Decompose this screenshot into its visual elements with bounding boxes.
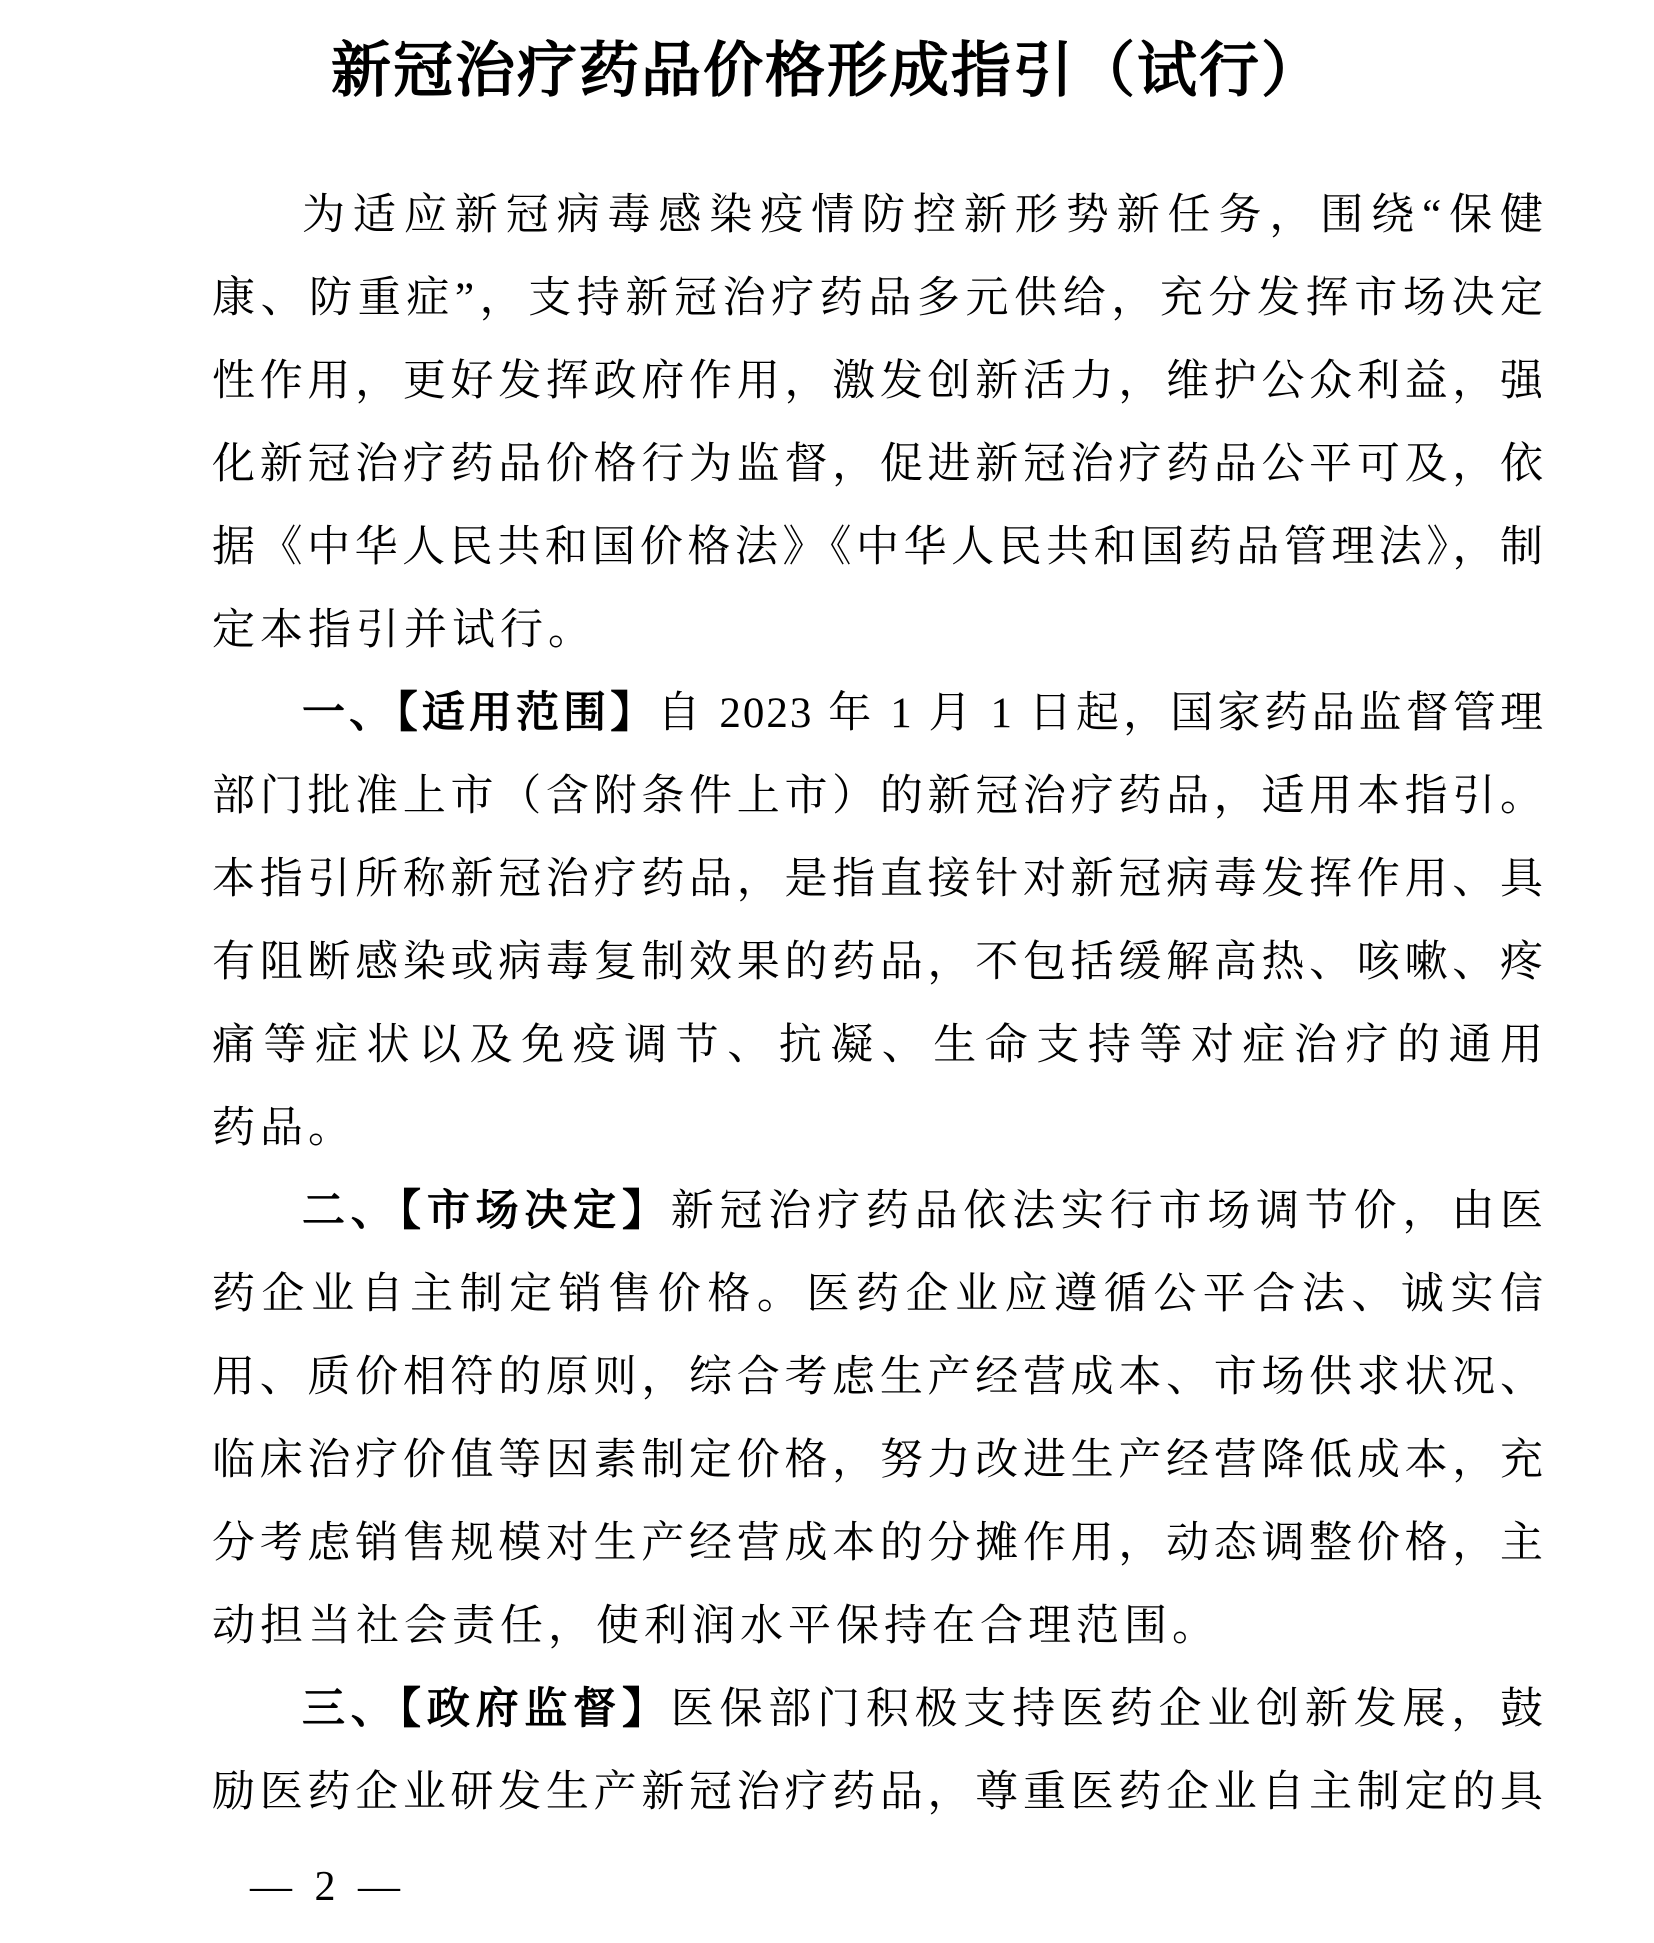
text-line: 临床治疗价值等因素制定价格，努力改进生产经营降低成本，充 xyxy=(212,1437,1545,1484)
page-number: — 2 — xyxy=(250,1864,406,1910)
section-heading: 三、【政府监督】 xyxy=(302,1685,671,1733)
text-line: 康、防重症”，支持新冠治疗药品多元供给，充分发挥市场决定 xyxy=(212,275,1545,322)
text-line: 部门批准上市（含附条件上市）的新冠治疗药品，适用本指引。 xyxy=(212,773,1545,820)
section-lead-text: 新冠治疗药品依法实行市场调节价，由医 xyxy=(670,1188,1546,1235)
text-line: 化新冠治疗药品价格行为监督，促进新冠治疗药品公平可及，依 xyxy=(212,441,1545,488)
text-line: 痛等症状以及免疫调节、抗凝、生命支持等对症治疗的通用 xyxy=(212,1022,1545,1069)
page-title: 新冠治疗药品价格形成指引（试行） xyxy=(331,38,1323,104)
text-line: 药企业自主制定销售价格。医药企业应遵循公平合法、诚实信 xyxy=(212,1271,1545,1318)
text-line: 本指引所称新冠治疗药品，是指直接针对新冠病毒发挥作用、具 xyxy=(212,856,1545,903)
text-line: 为适应新冠病毒感染疫情防控新形势新任务，围绕“保健 xyxy=(302,192,1545,239)
text-line: 药品。 xyxy=(212,1105,356,1152)
text-line: 性作用，更好发挥政府作用，激发创新活力，维护公众利益，强 xyxy=(212,358,1545,405)
text-line: 分考虑销售规模对生产经营成本的分摊作用，动态调整价格，主 xyxy=(212,1520,1545,1567)
section-lead-text: 医保部门积极支持医药企业创新发展，鼓 xyxy=(670,1686,1546,1733)
text-line: 定本指引并试行。 xyxy=(212,607,596,654)
text-line: 据《中华人民共和国价格法》《中华人民共和国药品管理法》，制 xyxy=(212,524,1545,571)
text-line: 有阻断感染或病毒复制效果的药品，不包括缓解高热、咳嗽、疼 xyxy=(212,939,1545,986)
document-body xyxy=(212,174,1545,1834)
text-line xyxy=(212,672,1545,755)
section-heading: 二、【市场决定】 xyxy=(302,1187,671,1235)
text-line: 动担当社会责任，使利润水平保持在合理范围。 xyxy=(212,1603,1220,1650)
text-line: 励医药企业研发生产新冠治疗药品，尊重医药企业自主制定的具 xyxy=(212,1769,1545,1816)
text-line xyxy=(212,1668,1545,1751)
section-lead-text: 自 2023 年 1 月 1 日起，国家药品监督管理 xyxy=(657,690,1546,737)
section-heading: 一、【适用范围】 xyxy=(302,689,658,737)
text-line xyxy=(212,1170,1545,1253)
text-line: 用、质价相符的原则，综合考虑生产经营成本、市场供求状况、 xyxy=(212,1354,1545,1401)
